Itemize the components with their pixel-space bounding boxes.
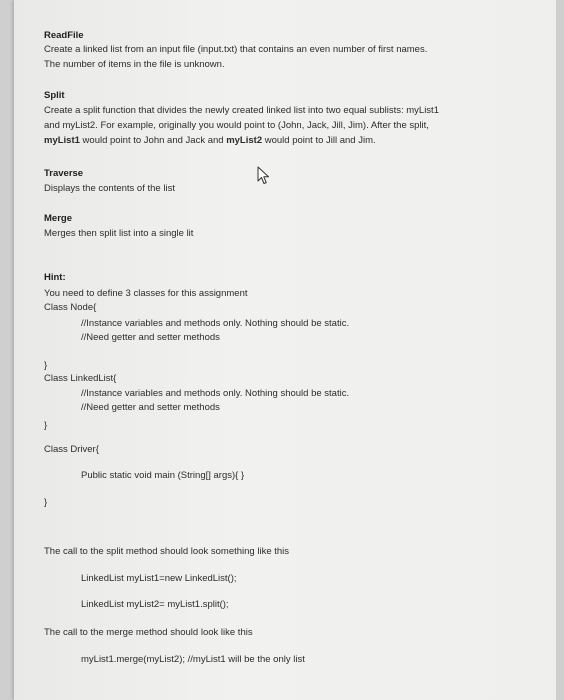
- linkedlist-close-brace: }: [44, 420, 48, 431]
- mylist2-bold: myList2: [226, 135, 263, 146]
- node-comment-2: //Need getter and setter methods: [81, 332, 220, 343]
- node-class-line: Class Node{: [44, 302, 97, 313]
- linkedlist-comment-2: //Need getter and setter methods: [81, 402, 220, 413]
- merge-call-code: myList1.merge(myList2); //myList1 will be the only list: [81, 654, 305, 665]
- merge-heading: Merge: [44, 213, 72, 224]
- split-call-code-2: LinkedList myList2= myList1.split();: [81, 599, 229, 610]
- readfile-line-2: The number of items in the file is unknown.: [44, 59, 225, 70]
- split-line-1: Create a split function that divides the newly created linked list into two equal sublists: myList1: [44, 105, 439, 116]
- hint-line-1: You need to define 3 classes for this assignment: [44, 288, 248, 299]
- mylist1-bold: myList1: [44, 135, 80, 146]
- traverse-heading: Traverse: [44, 168, 84, 179]
- split-call-intro: The call to the split method should look something like this: [44, 546, 290, 557]
- readfile-heading: ReadFile: [44, 30, 84, 41]
- merge-line-1: Merges then split list into a single lit: [44, 228, 194, 239]
- document-page: [14, 0, 556, 700]
- split-line-3-mid: would point to John and Jack and: [79, 135, 227, 146]
- mouse-pointer-icon: [257, 166, 271, 186]
- driver-close-brace: }: [44, 497, 48, 508]
- node-close-brace: }: [44, 360, 48, 371]
- driver-main-line: Public static void main (String[] args){ }: [81, 470, 245, 481]
- driver-class-line: Class Driver{: [44, 444, 99, 455]
- split-heading: Split: [44, 90, 65, 101]
- merge-call-intro: The call to the merge method should look like this: [44, 627, 253, 638]
- linkedlist-class-line: Class LinkedList{: [44, 373, 117, 384]
- split-line-3-end: would point to Jill and Jim.: [262, 135, 376, 146]
- hint-heading: Hint:: [44, 272, 66, 283]
- split-call-code-1: LinkedList myList1=new LinkedList();: [81, 573, 237, 584]
- readfile-line-1: Create a linked list from an input file (input.txt) that contains an even number of first names.: [44, 44, 428, 55]
- traverse-line-1: Displays the contents of the list: [44, 183, 175, 194]
- node-comment-1: //Instance variables and methods only. Nothing should be static.: [81, 318, 350, 329]
- split-line-3: [44, 135, 376, 147]
- split-line-2: and myList2. For example, originally you would point to (John, Jack, Jill, Jim). After the split,: [44, 120, 429, 131]
- linkedlist-comment-1: //Instance variables and methods only. Nothing should be static.: [81, 388, 350, 399]
